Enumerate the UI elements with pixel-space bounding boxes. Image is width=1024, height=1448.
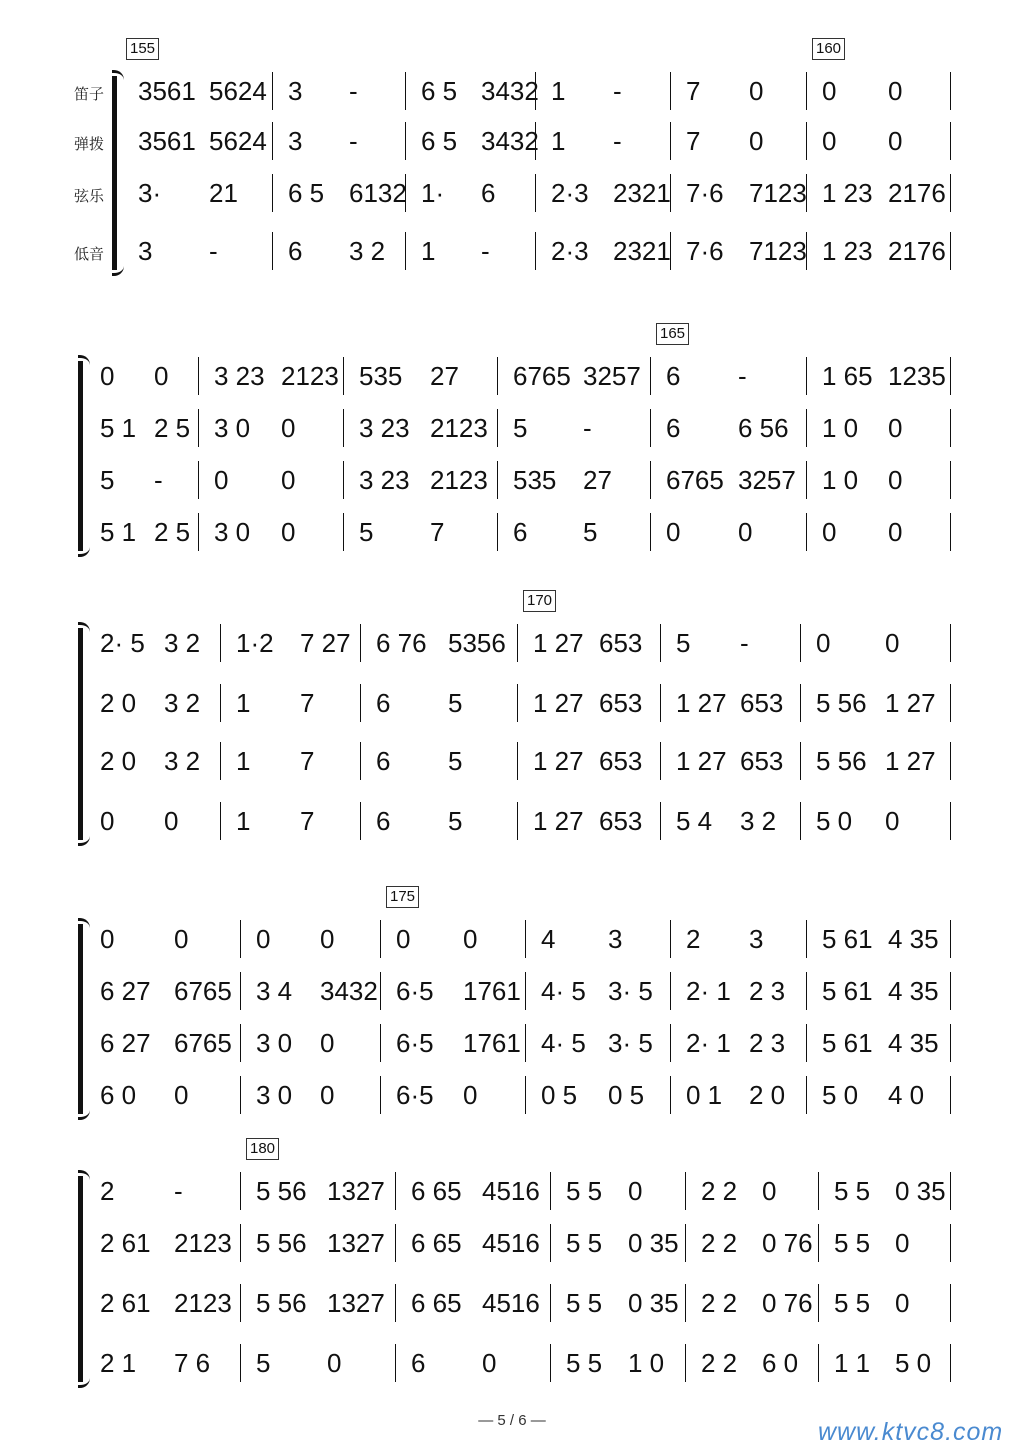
note-group: 1 23 [822, 236, 873, 266]
note-group: 6 56 [738, 413, 789, 443]
note-group: 0 [885, 806, 900, 836]
note-group: 3 23 [359, 413, 410, 443]
note-group: 0 [738, 517, 753, 547]
system-bracket [78, 361, 93, 551]
note-group: 3 0 [214, 413, 251, 443]
system-bracket [78, 1176, 93, 1382]
note-group: 0 [885, 628, 900, 658]
note-group: 2176 [888, 178, 946, 208]
note-group: 6·5 [396, 1080, 434, 1110]
note-group: 1327 [327, 1176, 385, 1206]
note-group: 0 [100, 806, 115, 836]
note-group: 535 [513, 465, 557, 495]
note-group: 5 56 [816, 746, 867, 776]
note-group: 1 [551, 126, 566, 156]
note-group: 3 23 [359, 465, 410, 495]
note-group: 5 [448, 806, 463, 836]
note-group: 6 [288, 236, 303, 266]
note-group: 6 [376, 806, 391, 836]
note-group: 6 76 [376, 628, 427, 658]
note-group: 6 0 [100, 1080, 137, 1110]
note-group: 3432 [481, 76, 539, 106]
note-group: 0 35 [628, 1228, 679, 1258]
note-group: 0 [327, 1348, 342, 1378]
note-group: 0 [482, 1348, 497, 1378]
note-group: 5 [676, 628, 691, 658]
note-group: 653 [599, 806, 643, 836]
score-system [0, 325, 1024, 555]
note-group: 3 [608, 924, 623, 954]
note-group: 0 [214, 465, 229, 495]
barline [395, 1284, 396, 1322]
note-group: 0 [174, 924, 189, 954]
score-system [0, 40, 1024, 274]
note-group: 4· 5 [541, 976, 586, 1006]
note-group: 7 [686, 126, 701, 156]
note-group: 2 0 [749, 1080, 786, 1110]
note-group: 5 5 [566, 1176, 603, 1206]
note-group: 3· 5 [608, 976, 653, 1006]
note-group: 2123 [430, 413, 488, 443]
note-group: 0 [154, 361, 169, 391]
note-group: 6765 [174, 976, 232, 1006]
measure-number: 165 [656, 323, 689, 345]
note-group: 6 65 [411, 1228, 462, 1258]
note-group: 1761 [463, 1028, 521, 1058]
note-group: 5 5 [566, 1348, 603, 1378]
note-group: 5 4 [676, 806, 713, 836]
note-group: 6 27 [100, 1028, 151, 1058]
note-group: 2 2 [701, 1176, 738, 1206]
note-group: 5 61 [822, 976, 873, 1006]
barline [240, 1284, 241, 1322]
note-group: 0 35 [628, 1288, 679, 1318]
note-group: 1 [236, 746, 251, 776]
note-group: 1 [551, 76, 566, 106]
note-group: 4 35 [888, 976, 939, 1006]
barline [806, 409, 807, 447]
note-group: 5 56 [256, 1176, 307, 1206]
note-group: 6765 [513, 361, 571, 391]
note-group: 2· 5 [100, 628, 145, 658]
note-group: 0 [749, 126, 764, 156]
barline [550, 1172, 551, 1210]
note-group: 2·3 [551, 178, 589, 208]
note-group: 2 5 [154, 517, 191, 547]
note-group: 3 0 [256, 1080, 293, 1110]
note-group: 4 0 [888, 1080, 925, 1110]
note-group: 7 27 [300, 628, 351, 658]
barline [517, 742, 518, 780]
note-group: 0 [281, 413, 296, 443]
note-group: 1761 [463, 976, 521, 1006]
note-group: 2 5 [154, 413, 191, 443]
note-group: 5 5 [566, 1228, 603, 1258]
note-group: 2321 [613, 178, 671, 208]
note-group: 2 61 [100, 1288, 151, 1318]
note-group: 1 0 [822, 465, 859, 495]
note-group: 7·6 [686, 236, 724, 266]
note-group: - [738, 361, 747, 391]
note-group: 1 [236, 688, 251, 718]
note-group: 0 [463, 924, 478, 954]
barline [497, 409, 498, 447]
barline [650, 409, 651, 447]
note-group: 0 [749, 76, 764, 106]
note-group: 0 [100, 924, 115, 954]
note-group: 0 [888, 76, 903, 106]
barline [240, 1344, 241, 1382]
note-group: 0 [888, 413, 903, 443]
note-group: 5624 [209, 76, 267, 106]
note-group: 6 [481, 178, 496, 208]
barline [240, 972, 241, 1010]
barline [550, 1284, 551, 1322]
note-group: 4516 [482, 1288, 540, 1318]
note-group: 5 0 [895, 1348, 932, 1378]
note-group: 0 [816, 628, 831, 658]
note-group: 0 [396, 924, 411, 954]
note-group: 653 [599, 628, 643, 658]
note-group: 6 5 [288, 178, 325, 208]
note-group: 6 [411, 1348, 426, 1378]
note-group: 2 0 [100, 688, 137, 718]
note-group: 0 [281, 517, 296, 547]
note-group: 1 27 [885, 746, 936, 776]
note-group: 0 1 [686, 1080, 723, 1110]
note-group: 7 [300, 806, 315, 836]
barline [517, 684, 518, 722]
note-group: 5 0 [822, 1080, 859, 1110]
note-group: 2 61 [100, 1228, 151, 1258]
note-group: - [349, 76, 358, 106]
note-group: 653 [740, 746, 784, 776]
note-group: 2123 [174, 1288, 232, 1318]
measure-number: 160 [812, 38, 845, 60]
barline [497, 513, 498, 551]
note-group: 0 5 [608, 1080, 645, 1110]
barline [497, 357, 498, 395]
note-group: 5 1 [100, 413, 137, 443]
note-group: - [613, 126, 622, 156]
barline [395, 1172, 396, 1210]
note-group: 5 [448, 746, 463, 776]
note-group: 0 [888, 517, 903, 547]
note-group: 5 56 [256, 1228, 307, 1258]
note-group: 3 [138, 236, 153, 266]
note-group: 1 65 [822, 361, 873, 391]
note-group: 1 23 [822, 178, 873, 208]
note-group: 2321 [613, 236, 671, 266]
note-group: 3 4 [256, 976, 293, 1006]
note-group: 3257 [738, 465, 796, 495]
note-group: 7 [430, 517, 445, 547]
note-group: 3561 [138, 126, 196, 156]
note-group: 6 [376, 688, 391, 718]
note-group: 1 27 [533, 628, 584, 658]
note-group: 6 [666, 361, 681, 391]
note-group: 5 [359, 517, 374, 547]
note-group: 2· 1 [686, 1028, 731, 1058]
note-group: 4· 5 [541, 1028, 586, 1058]
note-group: 5 56 [816, 688, 867, 718]
note-group: 0 [320, 924, 335, 954]
note-group: 2 [686, 924, 701, 954]
note-group: 1 1 [834, 1348, 871, 1378]
note-group: 6132 [349, 178, 407, 208]
note-group: 5 5 [834, 1228, 871, 1258]
note-group: 2123 [174, 1228, 232, 1258]
note-group: 0 [256, 924, 271, 954]
note-group: 0 [888, 465, 903, 495]
note-group: 6 5 [421, 126, 458, 156]
note-group: 2 2 [701, 1348, 738, 1378]
note-group: 7 [686, 76, 701, 106]
note-group: 653 [599, 746, 643, 776]
note-group: 3561 [138, 76, 196, 106]
note-group: 6·5 [396, 1028, 434, 1058]
note-group: - [174, 1176, 183, 1206]
note-group: 2 3 [749, 976, 786, 1006]
barline [550, 1224, 551, 1262]
measure-number: 170 [523, 590, 556, 612]
note-group: 0 [463, 1080, 478, 1110]
note-group: 2 [100, 1176, 115, 1206]
barline [806, 513, 807, 551]
note-group: 5 [256, 1348, 271, 1378]
barline [806, 357, 807, 395]
barline [497, 461, 498, 499]
note-group: 4516 [482, 1228, 540, 1258]
note-group: 3 [288, 126, 303, 156]
note-group: 1·2 [236, 628, 274, 658]
note-group: 0 76 [762, 1288, 813, 1318]
barline [240, 920, 241, 958]
score-system [0, 1140, 1024, 1386]
barline [550, 1344, 551, 1382]
note-group: 27 [583, 465, 612, 495]
note-group: 1 27 [533, 746, 584, 776]
note-group: - [349, 126, 358, 156]
barline [650, 461, 651, 499]
system-bracket [78, 924, 93, 1114]
note-group: 653 [599, 688, 643, 718]
note-group: - [209, 236, 218, 266]
note-group: 1 27 [533, 806, 584, 836]
note-group: 3 23 [214, 361, 265, 391]
note-group: 6 [376, 746, 391, 776]
note-group: 2 2 [701, 1288, 738, 1318]
note-group: - [613, 76, 622, 106]
note-group: 0 [628, 1176, 643, 1206]
note-group: 2· 1 [686, 976, 731, 1006]
note-group: 21 [209, 178, 238, 208]
note-group: 0 [822, 126, 837, 156]
note-group: 4 [541, 924, 556, 954]
note-group: 1 0 [822, 413, 859, 443]
note-group: 6765 [666, 465, 724, 495]
note-group: 0 [164, 806, 179, 836]
note-group: 3· [138, 178, 162, 208]
instrument-label: 笛子 [73, 85, 104, 103]
system-bracket [112, 76, 127, 270]
note-group: 6 65 [411, 1288, 462, 1318]
note-group: 3432 [481, 126, 539, 156]
note-group: 5 [448, 688, 463, 718]
note-group: 2176 [888, 236, 946, 266]
note-group: 6 [666, 413, 681, 443]
note-group: 0 76 [762, 1228, 813, 1258]
note-group: 7123 [749, 178, 807, 208]
note-group: 4 35 [888, 1028, 939, 1058]
barline [806, 461, 807, 499]
note-group: 0 [281, 465, 296, 495]
note-group: 3 2 [164, 688, 201, 718]
note-group: 5356 [448, 628, 506, 658]
note-group: 2 1 [100, 1348, 137, 1378]
page-number: — 5 / 6 — [478, 1412, 546, 1429]
note-group: 1327 [327, 1288, 385, 1318]
note-group: 5 [100, 465, 115, 495]
note-group: 5 0 [816, 806, 853, 836]
barline [395, 1344, 396, 1382]
note-group: 0 [174, 1080, 189, 1110]
note-group: 0 [320, 1028, 335, 1058]
instrument-label: 弦乐 [73, 187, 104, 205]
note-group: 2123 [281, 361, 339, 391]
score-system [0, 592, 1024, 844]
note-group: 0 [895, 1288, 910, 1318]
note-group: 5 [513, 413, 528, 443]
note-group: 3 2 [349, 236, 386, 266]
note-group: 5 56 [256, 1288, 307, 1318]
note-group: 5 [583, 517, 598, 547]
note-group: 27 [430, 361, 459, 391]
note-group: 1327 [327, 1228, 385, 1258]
note-group: - [740, 628, 749, 658]
note-group: 2·3 [551, 236, 589, 266]
note-group: 2 3 [749, 1028, 786, 1058]
barline [395, 1224, 396, 1262]
note-group: 1 27 [676, 746, 727, 776]
note-group: 3· 5 [608, 1028, 653, 1058]
note-group: 0 [822, 517, 837, 547]
note-group: 2123 [430, 465, 488, 495]
note-group: 3 2 [740, 806, 777, 836]
note-group: 1 27 [885, 688, 936, 718]
note-group: 3 [288, 76, 303, 106]
measure-number: 180 [246, 1138, 279, 1160]
note-group: 535 [359, 361, 403, 391]
site-watermark: www.ktvc8.com [818, 1418, 1004, 1446]
barline [240, 1224, 241, 1262]
measure-number: 155 [126, 38, 159, 60]
note-group: 7 [300, 746, 315, 776]
note-group: 653 [740, 688, 784, 718]
note-group: 6 [513, 517, 528, 547]
note-group: 0 [100, 361, 115, 391]
note-group: 0 [822, 76, 837, 106]
note-group: 0 5 [541, 1080, 578, 1110]
note-group: 3257 [583, 361, 641, 391]
measure-number: 175 [386, 886, 419, 908]
note-group: 6·5 [396, 976, 434, 1006]
note-group: - [583, 413, 592, 443]
note-group: 1 27 [533, 688, 584, 718]
note-group: 5 61 [822, 924, 873, 954]
instrument-label: 低音 [73, 245, 104, 263]
note-group: 5624 [209, 126, 267, 156]
note-group: 0 35 [895, 1176, 946, 1206]
barline [240, 1076, 241, 1114]
note-group: 2 0 [100, 746, 137, 776]
barline [650, 513, 651, 551]
note-group: 6 5 [421, 76, 458, 106]
note-group: 0 [895, 1228, 910, 1258]
note-group: 1 27 [676, 688, 727, 718]
barline [240, 1172, 241, 1210]
note-group: 6 27 [100, 976, 151, 1006]
note-group: 1 [421, 236, 436, 266]
note-group: - [154, 465, 163, 495]
note-group: 3 2 [164, 628, 201, 658]
score-system [0, 888, 1024, 1118]
note-group: 1 0 [628, 1348, 665, 1378]
note-group: 0 [762, 1176, 777, 1206]
note-group: 0 [666, 517, 681, 547]
note-group: 0 [888, 126, 903, 156]
instrument-label: 弹拨 [73, 135, 104, 153]
system-bracket [78, 628, 93, 840]
note-group: 7 [300, 688, 315, 718]
barline [240, 1024, 241, 1062]
note-group: 7123 [749, 236, 807, 266]
note-group: 6 0 [762, 1348, 799, 1378]
note-group: 3 2 [164, 746, 201, 776]
note-group: 3 0 [256, 1028, 293, 1058]
note-group: 6765 [174, 1028, 232, 1058]
note-group: 0 [320, 1080, 335, 1110]
note-group: 1 [236, 806, 251, 836]
note-group: 5 5 [834, 1288, 871, 1318]
note-group: 3 0 [214, 517, 251, 547]
note-group: 1· [421, 178, 445, 208]
note-group: 7·6 [686, 178, 724, 208]
note-group: 3 [749, 924, 764, 954]
note-group: 4 35 [888, 924, 939, 954]
barline [517, 624, 518, 662]
note-group: 4516 [482, 1176, 540, 1206]
note-group: 1235 [888, 361, 946, 391]
note-group: 5 5 [566, 1288, 603, 1318]
note-group: 5 1 [100, 517, 137, 547]
note-group: 5 5 [834, 1176, 871, 1206]
note-group: - [481, 236, 490, 266]
barline [517, 802, 518, 840]
note-group: 2 2 [701, 1228, 738, 1258]
barline [650, 357, 651, 395]
note-group: 3432 [320, 976, 378, 1006]
note-group: 5 61 [822, 1028, 873, 1058]
note-group: 6 65 [411, 1176, 462, 1206]
note-group: 7 6 [174, 1348, 211, 1378]
